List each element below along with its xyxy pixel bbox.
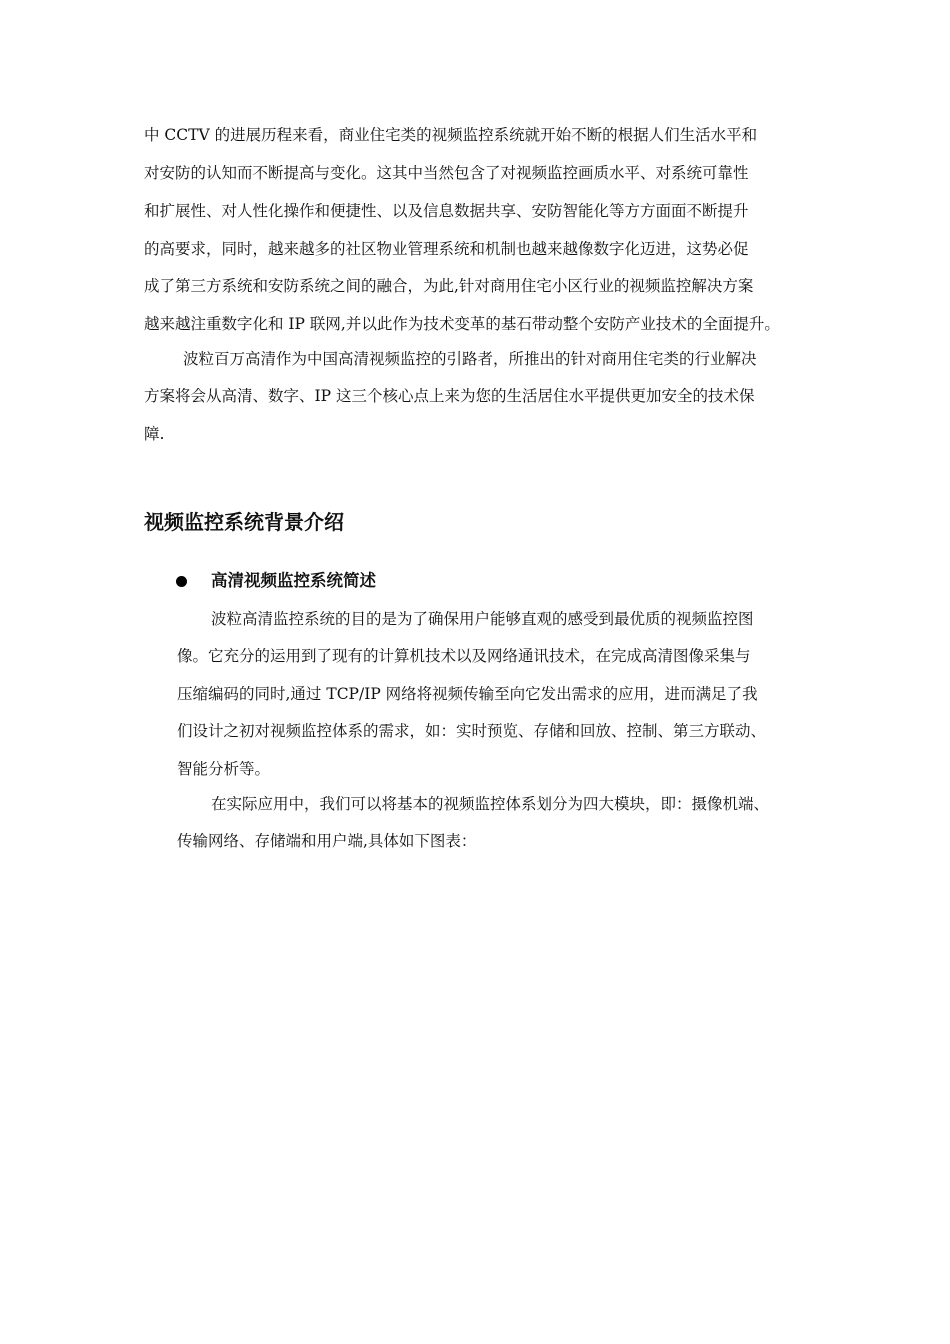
intro-line-5: 成了第三方系统和安防系统之间的融合，为此,针对商用住宅小区行业的视频监控解决方案 [144, 277, 754, 295]
section-heading: 视频监控系统背景介绍 [144, 510, 344, 534]
subsection-heading: 高清视频监控系统简述 [211, 571, 376, 590]
para1-line-5: 智能分析等。 [177, 760, 271, 778]
intro-line-2: 对安防的认知而不断提高与变化。这其中当然包含了对视频监控画质水平、对系统可靠性 [144, 164, 749, 182]
intro2-line-1: 波粒百万高清作为中国高清视频监控的引路者，所推出的针对商用住宅类的行业解决 [183, 350, 757, 368]
intro-line-6: 越来越注重数字化和 IP 联网,并以此作为技术变革的基石带动整个安防产业技术的全面提升。 [144, 315, 780, 333]
para2-line-1: 在实际应用中，我们可以将基本的视频监控体系划分为四大模块，即：摄像机端、 [211, 795, 770, 813]
para1-line-4: 们设计之初对视频监控体系的需求，如：实时预览、存储和回放、控制、第三方联动、 [177, 722, 767, 740]
intro2-line-2: 方案将会从高清、数字、IP 这三个核心点上来为您的生活居住水平提供更加安全的技术保 [144, 387, 755, 405]
para1-line-3: 压缩编码的同时,通过 TCP/IP 网络将视频传输至向它发出需求的应用，进而满足了我 [177, 685, 758, 703]
intro-line-4: 的高要求，同时，越来越多的社区物业管理系统和机制也越来越像数字化迈进，这势必促 [144, 240, 749, 258]
intro-line-3: 和扩展性、对人性化操作和便捷性、以及信息数据共享、安防智能化等方方面面不断提升 [144, 202, 749, 220]
intro2-line-3: 障. [144, 425, 165, 443]
para1-line-2: 像。它充分的运用到了现有的计算机技术以及网络通讯技术，在完成高清图像采集与 [177, 647, 751, 665]
bullet-dot-icon [176, 576, 187, 587]
para2-line-2: 传输网络、存储端和用户端,具体如下图表： [177, 832, 477, 850]
para1-line-1: 波粒高清监控系统的目的是为了确保用户能够直观的感受到最优质的视频监控图 [211, 610, 754, 628]
intro-line-1: 中 CCTV 的进展历程来看，商业住宅类的视频监控系统就开始不断的根据人们生活水平和 [144, 126, 758, 144]
